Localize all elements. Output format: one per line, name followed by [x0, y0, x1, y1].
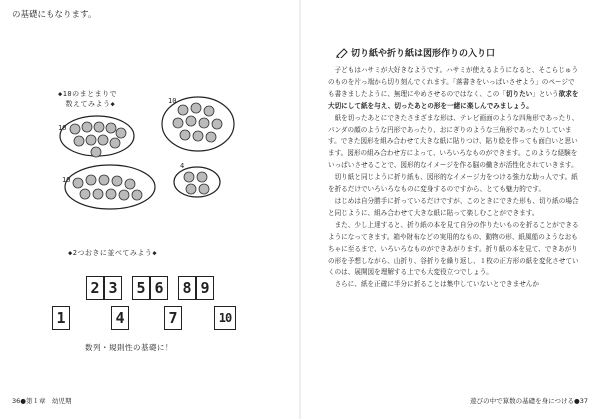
number-card: 10	[214, 306, 236, 330]
paragraph: 紙を切ったあとにできたさまざまな形は、テレビ画面のような四角形であったり、パンダの顔のような円形であったり、おにぎりのような三角形であったりしています。できた図形を組み合わせて大きな紙に貼りつけ、貼り絵を作っても面白いと思います。図形の組み合わせ方によって、いろいろなものができます。このような経験をいっぱいさせることで、図形的なイメージを作る脳の働きが活性化されていきます。	[328, 113, 579, 170]
top-text: の基礎にもなります。	[12, 10, 97, 20]
paragraph: さらに、紙を正確に半分に折ることは集中していないとできませんか	[334, 280, 539, 289]
group-number: 4	[180, 162, 185, 170]
group-number: 10	[58, 124, 67, 132]
number-card: 6	[150, 276, 168, 300]
page-footer-left: 36●第１章 幼児期	[12, 397, 72, 405]
body-text	[328, 65, 580, 291]
section-heading	[336, 46, 495, 59]
number-card: 1	[52, 306, 70, 330]
number-card: 8	[178, 276, 196, 300]
paragraph: 子どもはハサミが大好きなようです。ハサミが使えるようになると、そこらじゅうのものを片っ端から切り刻んでくれます。「落書きをいっぱいさせよう」のページでも書きましたように、無理にやめさせるのではなく、この「切りたい」という欲求を大切にして紙を与え、切ったあとの形を一緒に楽しんでみましょう。	[328, 66, 579, 110]
number-card: 7	[164, 306, 182, 330]
section-heading-text: 切り紙や折り紙は図形作りの入り口	[351, 49, 496, 59]
cards-caption: ◆2つおきに並べてみよう◆	[68, 249, 158, 257]
bottom-caption: 数列・規則性の基礎に！	[85, 343, 173, 352]
number-card: 5	[132, 276, 150, 300]
number-card: 3	[104, 276, 122, 300]
paragraph: 切り紙と同じように折り紙も、図形的なイメージ力をつける強力な助っ人です。紙を折るだけでいろいろなものに変身するのですから、とても魅力的です。	[328, 173, 578, 194]
page-footer-right: 遊びの中で算数の基礎を身につける●37	[470, 397, 588, 405]
ten-groups-diagram	[0, 0, 300, 240]
group-number: 10	[168, 97, 177, 105]
number-card: 4	[111, 306, 129, 330]
number-card: 9	[196, 276, 214, 300]
paragraph: また、少し上達すると、折り紙の本を見て自分の作りたいものを折ることができるようになってきます。箱や財布などの実用的なもの、動物の形、紙風船のようなおもちゃに至るまで、いろいろなものができあがります。折り紙の本を見て、できあがりの形を予想しながら、山折り、谷折りを繰り返し、１枚の正方形の紙を変化させていくのは、展開図を理解する上でも大変役立つでしょう。	[328, 220, 579, 277]
group-circle	[174, 167, 220, 197]
paragraph: はじめは自分勝手に折っているだけですが、このときにできた形も、切り紙の場合と同じように、組み合わせて大きな紙に貼って楽しむことができます。	[328, 196, 579, 217]
number-card: 2	[86, 276, 104, 300]
pencil-icon	[336, 48, 348, 58]
group-number: 10	[62, 176, 71, 184]
groups-caption: ◆10のまとまりで 数えてみよう◆	[58, 90, 118, 108]
right-page	[300, 0, 600, 419]
